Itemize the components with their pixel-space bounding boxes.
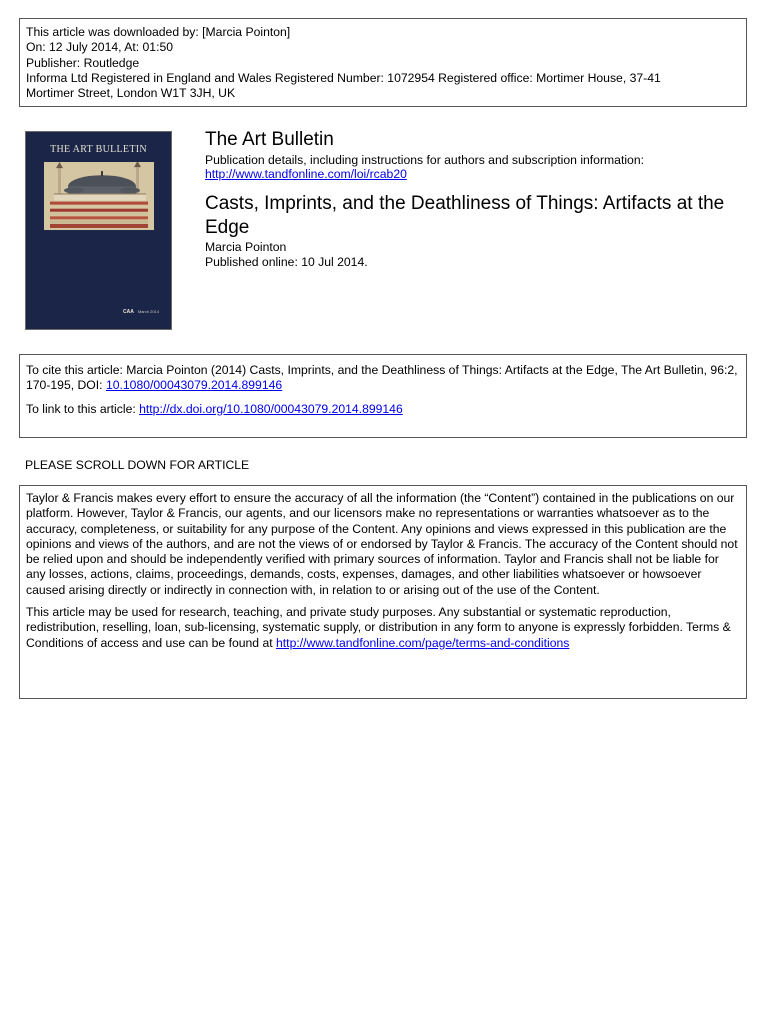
- cover-title: THE ART BULLETIN: [50, 144, 147, 155]
- address-line: Mortimer Street, London W1T 3JH, UK: [26, 86, 236, 101]
- usage-terms-text: This article may be used for research, teaching, and private study purposes. Any substantial or systematic reproduction, redistribution, reselling, loan, sub-licensing, systematic supply, or distribution in any form to anyone is expressly forbidden. Terms & Conditions of access and use can be found at: [26, 605, 731, 650]
- article-author: Marcia Pointon: [205, 240, 287, 254]
- article-link-label: To link to this article:: [26, 401, 140, 416]
- cover-footer: [123, 309, 159, 315]
- journal-cover-image: [25, 131, 172, 330]
- cover-artwork: [44, 162, 154, 296]
- registration-line: Informa Ltd Registered in England and Wales Registered Number: 1072954 Registered office: Mortimer House, 37-41: [26, 70, 661, 85]
- citation-text: [26, 363, 740, 394]
- disclaimer-box: [19, 485, 747, 699]
- scroll-down-notice: PLEASE SCROLL DOWN FOR ARTICLE: [25, 458, 250, 472]
- citation-box: [19, 354, 747, 438]
- citation-body: To cite this article: Marcia Pointon (2014) Casts, Imprints, and the Deathliness of Things: Artifacts at the Edge, The Art Bulletin, 96:2, 170-195, DOI:: [26, 363, 738, 393]
- terms-conditions-link[interactable]: http://www.tandfonline.com/page/terms-and-conditions: [276, 635, 570, 650]
- article-title: Casts, Imprints, and the Deathliness of Things: Artifacts at the Edge: [205, 193, 725, 238]
- caa-logo: CAA: [123, 309, 134, 315]
- doi-link[interactable]: 10.1080/00043079.2014.899146: [105, 378, 283, 393]
- journal-title: The Art Bulletin: [205, 129, 334, 150]
- download-date-line: On: 12 July 2014, At: 01:50: [26, 40, 174, 55]
- published-online-date: Published online: 10 Jul 2014.: [205, 255, 368, 269]
- article-link-line: [26, 402, 740, 417]
- publisher-line: Publisher: Routledge: [26, 55, 140, 70]
- journal-link[interactable]: http://www.tandfonline.com/loi/rcab20: [205, 167, 407, 181]
- publication-details: Publication details, including instructions for authors and subscription information:: [205, 153, 644, 167]
- disclaimer-paragraph-1: Taylor & Francis makes every effort to ensure the accuracy of all the information (the “Content”) contained in the publications on our platform. However, Taylor & Francis, our agents, and our licensors make no representations or warranties whatsoever as to the accuracy, completeness, or suitability for any purpose of the Content. Any opinions and views expressed in this publication are the opinions and views of the authors, and are not the views of or endorsed by Taylor & Francis. The accuracy of the Content should not be relied upon and should be independently verified with primary sources of information. Taylor and Francis shall not be liable for any losses, actions, claims, proceedings, demands, costs, expenses, damages, and other liabilities whatsoever or howsoever caused arising directly or indirectly in connection with, in relation to or arising out of the use of the Content.: [26, 491, 738, 597]
- cover-issue: March 2014: [137, 309, 159, 314]
- article-doi-url-link[interactable]: http://dx.doi.org/10.1080/00043079.2014.899146: [139, 401, 403, 416]
- downloaded-by-line: This article was downloaded by: [Marcia Pointon]: [26, 25, 291, 39]
- download-info-box: [19, 18, 747, 107]
- disclaimer-paragraph-2: [26, 605, 740, 651]
